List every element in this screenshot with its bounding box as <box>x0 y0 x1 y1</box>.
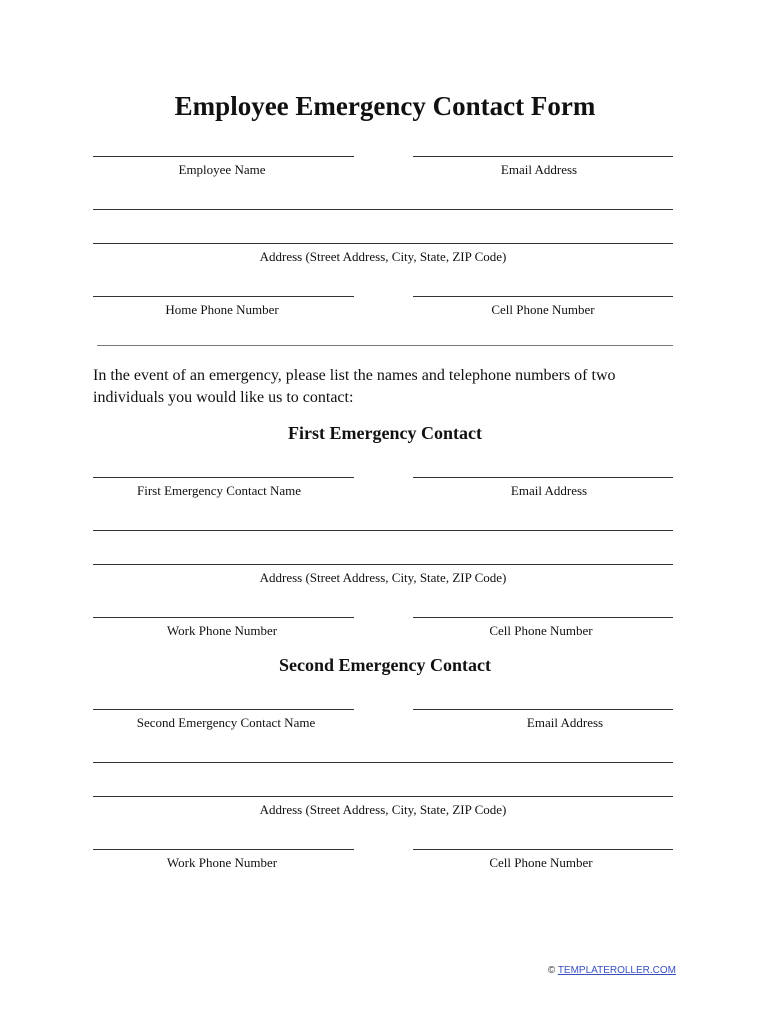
page-title: Employee Emergency Contact Form <box>174 91 596 121</box>
first-contact-email-line[interactable] <box>413 477 673 478</box>
first-contact-address-line-1[interactable] <box>93 530 673 531</box>
first-contact-email-label: Email Address <box>510 483 588 498</box>
first-contact-address-line-2[interactable] <box>93 564 673 565</box>
second-contact-email-line[interactable] <box>413 709 673 710</box>
copyright-symbol: © <box>547 965 556 976</box>
first-contact-work-phone-line[interactable] <box>93 617 354 618</box>
second-contact-address-label: Address (Street Address, City, State, ZIP Code) <box>259 802 507 817</box>
first-contact-heading: First Emergency Contact <box>288 423 482 443</box>
first-contact-name-line[interactable] <box>93 477 354 478</box>
second-contact-address-line-1[interactable] <box>93 762 673 763</box>
employee-home-phone-label: Home Phone Number <box>165 302 279 317</box>
templateroller-link[interactable]: TEMPLATEROLLER.COM <box>557 965 676 976</box>
section-divider <box>97 345 673 346</box>
employee-cell-phone-label: Cell Phone Number <box>491 302 595 317</box>
second-contact-work-phone-line[interactable] <box>93 849 354 850</box>
second-contact-cell-phone-line[interactable] <box>413 849 673 850</box>
intro-line-2: individuals you would like us to contact: <box>93 389 354 406</box>
intro-line-1: In the event of an emergency, please list the names and telephone numbers of two <box>93 367 616 384</box>
second-contact-address-line-2[interactable] <box>93 796 673 797</box>
employee-email-label: Email Address <box>500 162 578 177</box>
second-contact-work-phone-label: Work Phone Number <box>166 855 278 870</box>
employee-email-line[interactable] <box>413 156 673 157</box>
first-contact-cell-phone-label: Cell Phone Number <box>489 623 593 638</box>
intro-text <box>93 365 683 409</box>
first-contact-work-phone-label: Work Phone Number <box>166 623 278 638</box>
employee-address-label: Address (Street Address, City, State, ZIP Code) <box>259 249 507 264</box>
employee-name-line[interactable] <box>93 156 354 157</box>
first-contact-name-label: First Emergency Contact Name <box>136 483 302 498</box>
employee-name-label: Employee Name <box>178 162 266 177</box>
employee-address-line-1[interactable] <box>93 209 673 210</box>
second-contact-name-label: Second Emergency Contact Name <box>136 715 316 730</box>
second-contact-heading: Second Emergency Contact <box>279 655 491 675</box>
employee-cell-phone-line[interactable] <box>413 296 673 297</box>
footer <box>548 964 676 978</box>
second-contact-name-line[interactable] <box>93 709 354 710</box>
second-contact-cell-phone-label: Cell Phone Number <box>489 855 593 870</box>
first-contact-cell-phone-line[interactable] <box>413 617 673 618</box>
employee-address-line-2[interactable] <box>93 243 673 244</box>
employee-home-phone-line[interactable] <box>93 296 354 297</box>
second-contact-email-label: Email Address <box>526 715 604 730</box>
first-contact-address-label: Address (Street Address, City, State, ZIP Code) <box>259 570 507 585</box>
